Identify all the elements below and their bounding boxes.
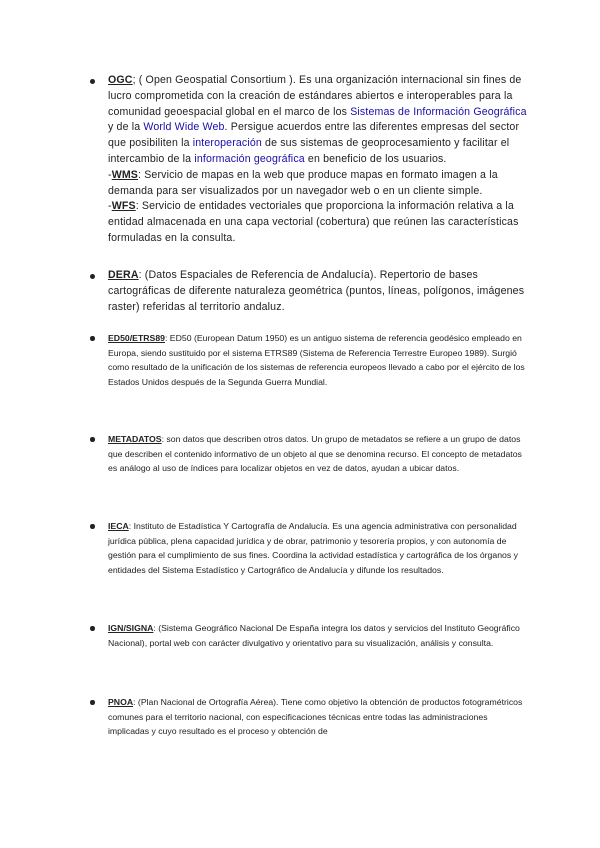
term-ed50-etrs89: ED50/ETRS89 [108,333,165,343]
bullet-icon [90,700,95,705]
bullet-icon [90,79,95,84]
text: : Instituto de Estadística Y Cartografía de Andalucía. Es una agencia administrativa con personalidad jurídica pública, plena capacidad jurídica y de obrar, patrimonio y tesorería propios, y con autonomía de gestión para el cumplimiento de sus fines. Coordina la actividad estadística y cartográfica de los órganos y entidades del Sistema Estadístico y Cartográfico de Andalucía y difunde los resultados. [108,521,518,576]
sub-item-wfs [108,199,530,246]
term-ogc: OGC [108,74,133,86]
text: : son datos que describen otros datos. Un grupo de metadatos se refiere a un grupo de datos que describen el contenido informativo de un objeto al que se denomina recurso. El concepto de metadatos es análogo al uso de índices para localizar objetos en vez de datos, ayudan a ubicar datos. [108,434,522,474]
sub-item-wms [108,168,530,200]
bullet-icon [90,524,95,529]
term-pnoa: PNOA [108,697,134,707]
list-item-metadatos [90,432,530,476]
text: . Persigue acuerdos entre las diferentes empresas del sector que posibiliten la [108,121,520,150]
link-interoperacion[interactable]: interoperación [192,137,262,150]
dash: - [108,200,112,213]
link-sistemas-informacion-geografica[interactable]: Sistemas de Información Geográfica [350,105,527,118]
list-item-ign-signa [90,621,530,650]
text: : (Sistema Geográfico Nacional De España integra los datos y servicios del Instituto Geográfico Nacional), portal web con carácter divulgativo y orientativo para su visualización, análisis y consulta. [108,623,520,648]
entry-body [108,695,530,739]
list-item-ieca [90,519,530,578]
entry-body [108,621,530,650]
term-ieca: IECA [108,521,129,531]
text: y de la [108,121,144,134]
entry-body [108,331,530,390]
text: : (Datos Espaciales de Referencia de Andalucía). Repertorio de bases cartográficas de diferente naturaleza geométrica (puntos, líneas, polígonos, imágenes raster) referidas al territorio andaluz. [108,269,525,313]
bullet-icon [90,274,95,279]
link-world-wide-web[interactable]: World Wide Web [143,121,225,134]
text: : Servicio de mapas en la web que produce mapas en formato imagen a la demanda para ser visualizados por un navegador web o en un cliente simple. [108,168,498,197]
term-ign-signa: IGN/SIGNA [108,623,154,633]
dash: - [108,168,112,181]
entry-body [108,432,530,476]
text: : Servicio de entidades vectoriales que proporciona la información relativa a la entidad almacenada en una capa vectorial (cobertura) que reúnen las características formuladas en la consulta. [108,200,519,244]
text: en beneficio de los usuarios. [304,152,447,165]
text: : ED50 (European Datum 1950) es un antiguo sistema de referencia geodésico empleado en Europa, siendo sustituido por el sistema ETRS89 (Sistema de Referencia Terrestre Europeo 1989). Surgió como resultado de la unificación de los sistemas de referencia europeos llevado a cabo por el ejército de los Estados Unidos después de la Segunda Guerra Mundial. [108,333,525,388]
list-item-pnoa [90,695,530,739]
term-dera: DERA [108,269,139,281]
term-wfs: WFS [111,200,136,213]
link-informacion-geografica[interactable]: información geográfica [194,152,305,165]
term-metadatos: METADATOS [108,434,162,444]
entry-body [108,73,530,247]
entry-body [108,519,530,578]
list-item-dera [90,268,530,315]
bullet-icon [90,336,95,341]
text: : (Plan Nacional de Ortografía Aérea). Tiene como objetivo la obtención de productos fotogramétricos comunes para el territorio nacional, con especificaciones técnicas entre todas las administraciones implicadas y cuyo resultado es el proceso y obtención de [108,697,523,737]
text: ; ( Open Geospatial Consortium ). Es una organización internacional sin fines de lucro comprometida con la creación de estándares abiertos e interoperables para la comunidad geoespacial global en el marco de los [108,74,522,118]
text: de sus sistemas de geoprocesamiento y facilitar el intercambio de la [108,137,510,165]
entry-body [108,268,530,315]
bullet-icon [90,626,95,631]
bullet-icon [90,437,95,442]
list-item-ogc [90,73,530,247]
term-wms: WMS [111,168,139,181]
list-item-ed50 [90,331,530,390]
